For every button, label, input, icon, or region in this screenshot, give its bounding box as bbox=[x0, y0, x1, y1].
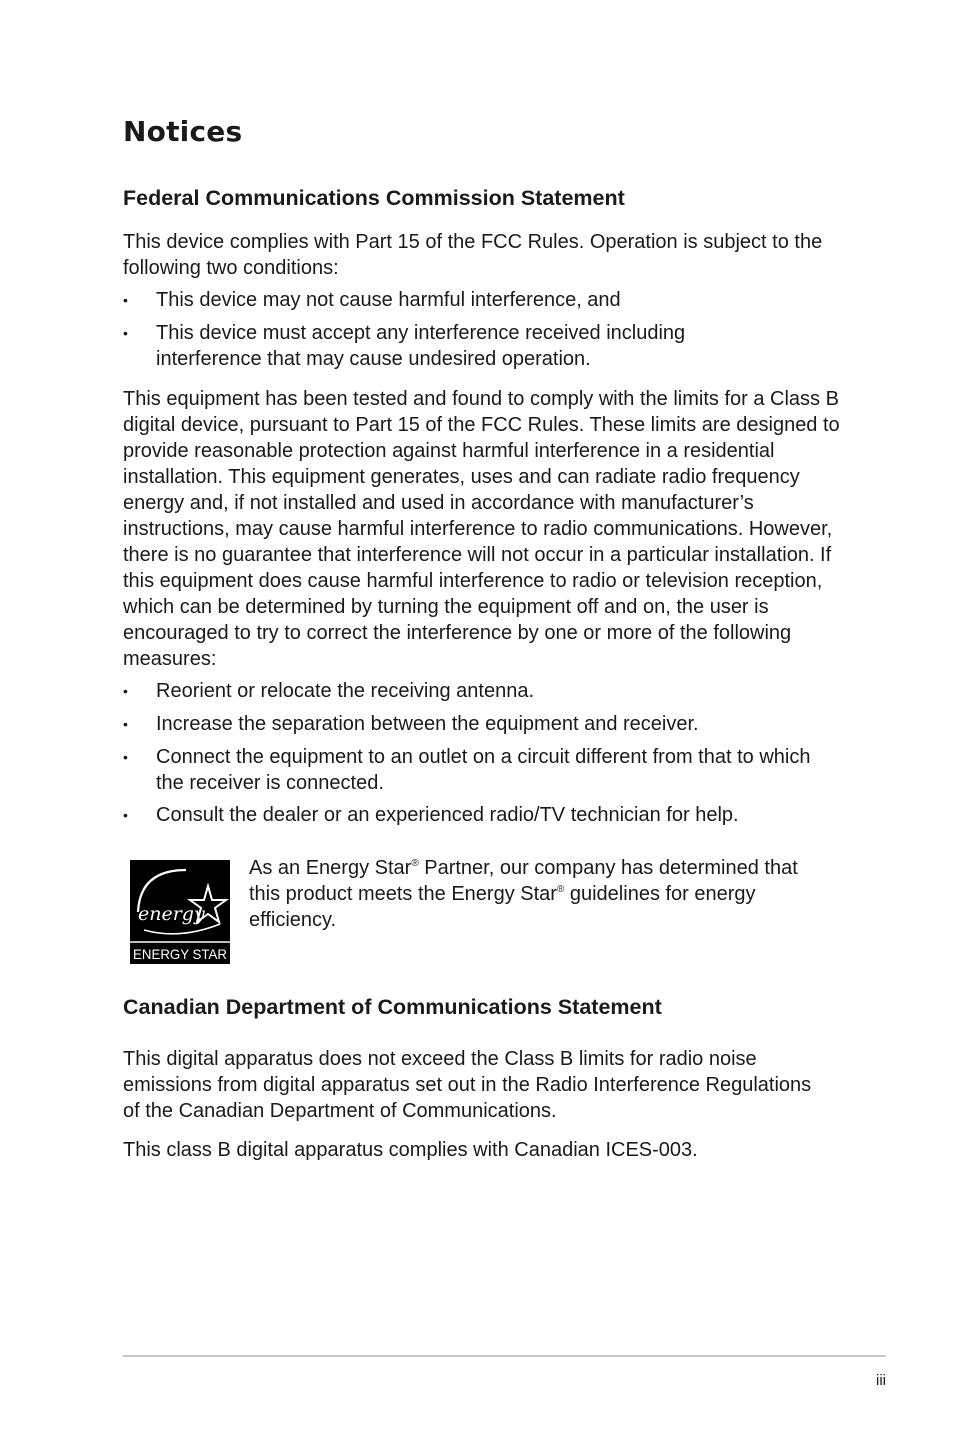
canadian-paragraph: This digital apparatus does not exceed the Class B limits for radio noise emissions from digital apparatus set out in the Radio Interference Regulations of the Canadian Department of Communications. bbox=[123, 1048, 812, 1122]
energy-star-text: Partner, our company has determined that this product meets the Energy Star bbox=[249, 857, 798, 905]
bullet-icon: • bbox=[123, 749, 128, 765]
fcc-measure-item bbox=[123, 802, 823, 828]
energy-star-text: guidelines for energy efficiency. bbox=[249, 883, 756, 931]
fcc-condition-text: This device must accept any interference received including interference that may cause undesired operation. bbox=[156, 322, 686, 370]
registered-mark: ® bbox=[411, 858, 419, 869]
energy-star-label: ENERGY STAR bbox=[133, 946, 227, 962]
fcc-measure-item bbox=[123, 744, 813, 796]
footer-divider bbox=[123, 1355, 886, 1357]
fcc-measure-text: Connect the equipment to an outlet on a circuit different from that to which the receiver is connected. bbox=[156, 746, 811, 794]
fcc-measure-item bbox=[123, 711, 823, 737]
fcc-condition-text: This device may not cause harmful interference, and bbox=[156, 289, 621, 311]
bullet-icon: • bbox=[123, 716, 128, 732]
energy-star-logo bbox=[130, 860, 230, 964]
canadian-heading: Canadian Department of Communications Statement bbox=[123, 995, 662, 1019]
fcc-measure-text: Increase the separation between the equipment and receiver. bbox=[156, 713, 699, 735]
energy-star-text: As an Energy Star bbox=[249, 857, 412, 879]
bullet-icon: • bbox=[123, 807, 128, 823]
bullet-icon: • bbox=[123, 683, 128, 699]
fcc-heading: Federal Communications Commission Statement bbox=[123, 186, 625, 210]
registered-mark: ® bbox=[556, 884, 565, 895]
page-number: iii bbox=[876, 1372, 886, 1389]
fcc-condition-item bbox=[123, 287, 823, 313]
fcc-measure-item bbox=[123, 678, 823, 704]
fcc-measure-text: Reorient or relocate the receiving antenna. bbox=[156, 680, 535, 702]
fcc-intro: This device complies with Part 15 of the FCC Rules. Operation is subject to the following two conditions: bbox=[123, 231, 823, 279]
energy-star-statement bbox=[249, 855, 829, 933]
page-title: Notices bbox=[123, 115, 243, 148]
bullet-icon: • bbox=[123, 292, 128, 308]
energy-star-script: energy bbox=[138, 903, 205, 925]
fcc-paragraph: This equipment has been tested and found to comply with the limits for a Class B digital device, pursuant to Part 15 of the FCC Rules. These limits are designed to provide reasonable protection against harmful interference in a residential installation. This equipment generates, uses and can radiate radio frequency energy and, if not installed and used in accordance with manufacturer’s instructions, may cause harmful interference to radio communications. However, there is no guarantee that interference will not occur in a particular installation. If this equipment does cause harmful interference to radio or television reception, which can be determined by turning the equipment off and on, the user is encouraged to try to correct the interference by one or more of the following measures: bbox=[123, 388, 840, 670]
fcc-condition-item bbox=[123, 320, 763, 372]
bullet-icon: • bbox=[123, 325, 128, 341]
canadian-paragraph: This class B digital apparatus complies with Canadian ICES-003. bbox=[123, 1139, 698, 1161]
fcc-measure-text: Consult the dealer or an experienced radio/TV technician for help. bbox=[156, 804, 739, 826]
